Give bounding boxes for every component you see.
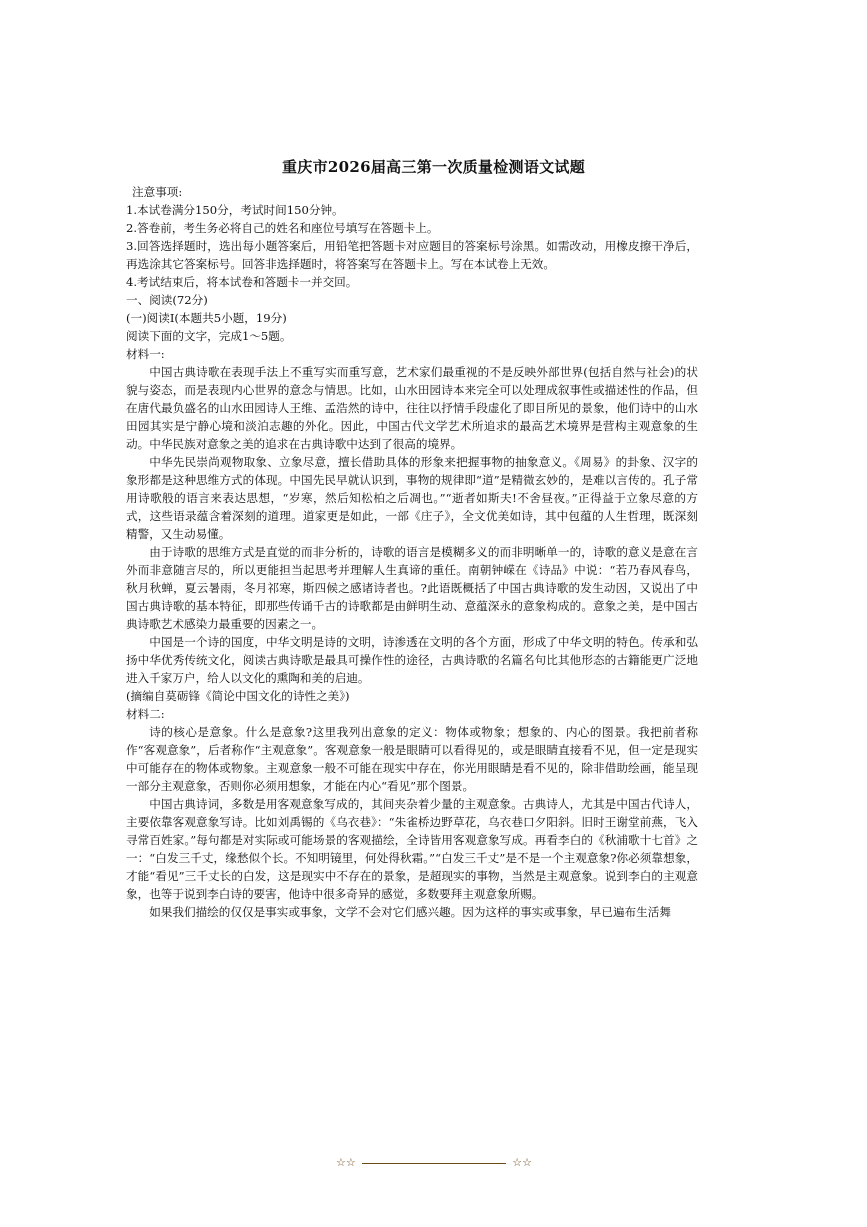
material-paragraph: 中国古典诗歌在表现手法上不重写实而重写意，艺术家们最重视的不是反映外部世界(包括自然与社会)的状貌与姿态，而是表现内心世界的意念与情思。比如，山水田园诗本来完全可以处理成叙事性或描述性的作品，但在唐代最负盛名的山水田园诗人王维、孟浩然的诗中，往往以抒情手段虚化了即目所见的景象，他们诗中的山水田园其实是宁静心境和淡泊志趣的外化。因此，中国古代文学艺术所追求的最高艺术境界是营构主观意象的生动。中华民族对意象之美的追求在古典诗歌中达到了很高的境界。 bbox=[126, 365, 698, 451]
star-icon: ☆☆ bbox=[336, 1156, 356, 1169]
section-sub-heading: (一)阅读Ⅰ(本题共5小题，19分) bbox=[126, 311, 287, 325]
material-paragraph: 中国是一个诗的国度，中华文明是诗的文明，诗渗透在文明的各个方面，形成了中华文明的特色。传承和弘扬中华优秀传统文化，阅读古典诗歌是最具可操作性的途径，古典诗歌的名篇名句比其他形态的古籍能更广泛地进入千家万户，给人以文化的熏陶和美的启迪。 bbox=[126, 635, 698, 685]
material-paragraph: 中国古典诗词，多数是用客观意象写成的，其间夹杂着少量的主观意象。古典诗人，尤其是中国古代诗人，主要依靠客观意象写诗。比如刘禹锡的《乌衣巷》：“朱雀桥边野草花，乌衣巷口夕阳斜。旧时王谢堂前燕，飞入寻常百姓家。”每句都是对实际或可能场景的客观描绘，全诗皆用客观意象写成。再看李白的《秋浦歌十七首》之一：“白发三千丈，缘愁似个长。不知明镜里，何处得秋霜。”“白发三千丈”是不是一个主观意象?你必须靠想象，才能“看见”三千丈长的白发，这是现实中不存在的景象，是超现实的事物，当然是主观意象。说到李白的主观意象，也等于说到李白诗的要害，他诗中很多奇异的感觉，多数要拜主观意象所赐。 bbox=[126, 797, 698, 901]
material-paragraph: 中华先民崇尚观物取象、立象尽意，擅长借助具体的形象来把握事物的抽象意义。《周易》的卦象、汉字的象形都是这种思维方式的体现。中国先民早就认识到，事物的规律即“道”是精微玄妙的，是难以言传的。孔子常用诗歌般的语言来表达思想，“岁寒，然后知松柏之后凋也。”“逝者如斯夫!不舍昼夜。”正得益于立象尽意的方式，这些语录蕴含着深刻的道理。道家更是如此，一部《庄子》，全文优美如诗，其中包蕴的人生哲理，既深刻精警，又生动易懂。 bbox=[126, 455, 698, 541]
section-heading: 一、阅读(72分) bbox=[126, 293, 208, 307]
material-source: (摘编自莫砺锋《简论中国文化的诗性之美》) bbox=[126, 689, 350, 703]
material-paragraph: 由于诗歌的思维方式是直觉的而非分析的，诗歌的语言是模糊多义的而非明晰单一的，诗歌的意义是意在言外而非意随言尽的，所以更能担当起思考并理解人生真谛的重任。南朝钟嵘在《诗品》中说：“若乃春风春鸟，秋月秋蝉，夏云暑雨，冬月祁寒，斯四候之感诸诗者也。?此语既概括了中国古典诗歌的发生动因，又说出了中国古典诗歌的基本特征，即那些传诵千古的诗歌都是由鲜明生动、意蕴深永的意象构成的。意象之美，是中国古典诗歌艺术感染力最重要的因素之一。 bbox=[126, 545, 698, 631]
notice-item: 4.考试结束后，将本试卷和答题卡一并交回。 bbox=[126, 275, 358, 289]
star-icon: ☆☆ bbox=[512, 1156, 532, 1169]
material-label: 材料二: bbox=[126, 707, 165, 721]
notice-item: 1.本试卷满分150分，考试时间150分钟。 bbox=[126, 203, 344, 217]
notice-heading: 注意事项: bbox=[132, 185, 183, 199]
section-instruction: 阅读下面的文字，完成1～5题。 bbox=[126, 329, 292, 343]
footer-divider bbox=[362, 1163, 506, 1164]
page-footer-ornament bbox=[336, 1158, 536, 1170]
material-paragraph: 诗的核心是意象。什么是意象?这里我列出意象的定义：物体或物象；想象的、内心的图景。我把前者称作“客观意象”，后者称作“主观意象”。客观意象一般是眼睛可以看得见的，或是眼睛直接看不见，但一定是现实中可能存在的物体或物象。主观意象一般不可能在现实中存在，你光用眼睛是看不见的，除非借助绘画，能呈现一部分主观意象，否则你必须用想象，才能在内心“看见”那个图景。 bbox=[126, 725, 698, 793]
exam-content bbox=[126, 183, 698, 921]
notice-item: 3.回答选择题时，选出每小题答案后，用铅笔把答题卡对应题目的答案标号涂黑。如需改动，用橡皮擦干净后，再选涂其它答案标号。回答非选择题时，将答案写在答题卡上。写在本试卷上无效。 bbox=[126, 239, 698, 271]
material-label: 材料一: bbox=[126, 347, 165, 361]
exam-title: 重庆市2026届高三第一次质量检测语文试题 bbox=[281, 158, 586, 176]
material-paragraph: 如果我们描绘的仅仅是事实或事象，文学不会对它们感兴趣。因为这样的事实或事象，早已遍布生活舞 bbox=[149, 905, 671, 919]
notice-item: 2.答卷前，考生务必将自己的姓名和座位号填写在答题卡上。 bbox=[126, 221, 439, 235]
